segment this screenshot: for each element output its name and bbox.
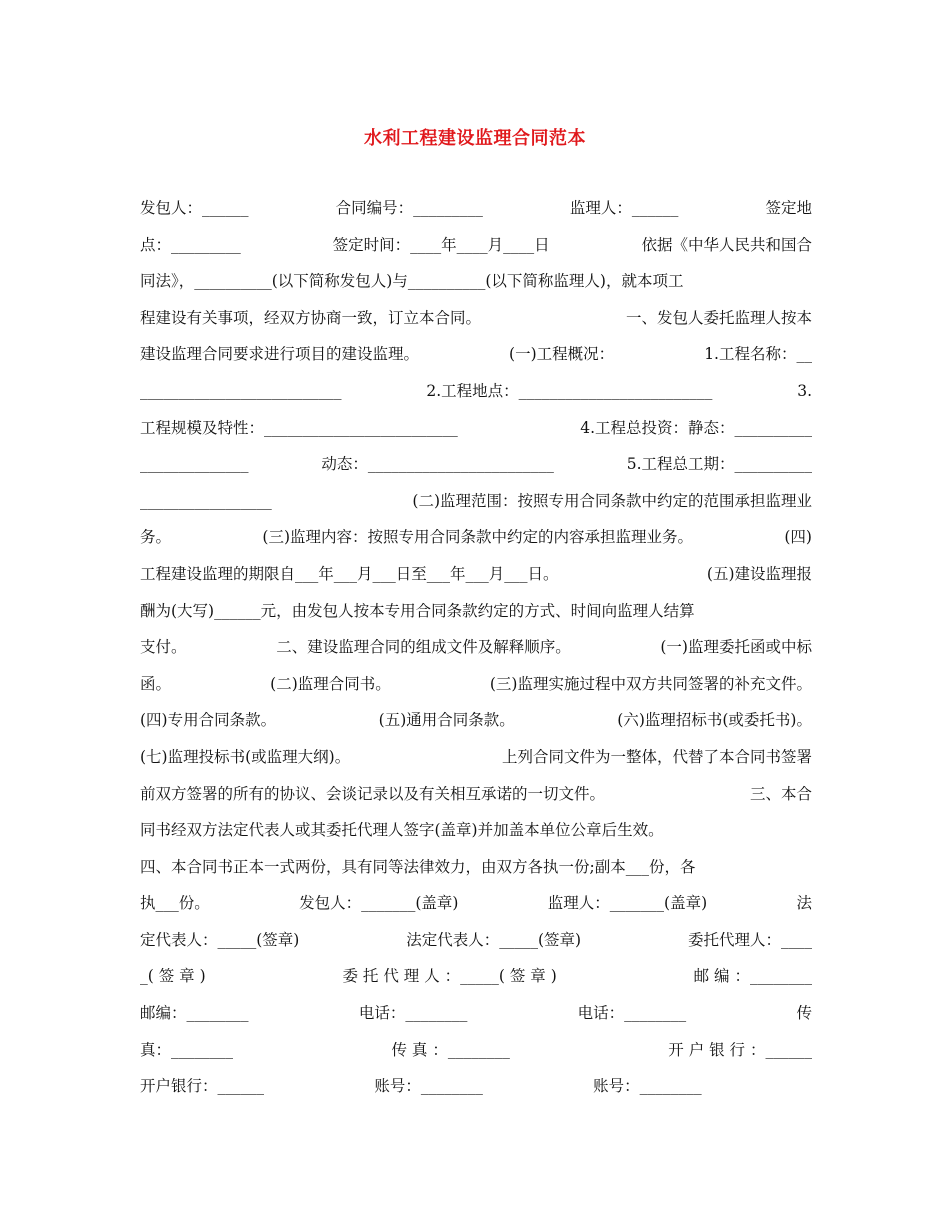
- text-segment: (五)建设监理报: [706, 564, 812, 583]
- text-line: [140, 922, 812, 959]
- text-segment: 签定时间：____年____月____日: [332, 235, 550, 254]
- text-segment: (三)监理内容：按照专用合同条款中约定的内容承担监理业务。: [262, 528, 693, 547]
- text-line: [140, 666, 812, 703]
- text-segment: 委 托 代 理 人 ：_____( 签 章 ): [342, 967, 557, 986]
- text-segment: 3.: [797, 381, 812, 400]
- text-segment: 5.工程总工期：__________: [626, 455, 812, 474]
- text-segment: (二)监理范围：按照专用合同条款中约定的范围承担监理业: [412, 491, 812, 510]
- text-segment: 前双方签署的所有的协议、会谈记录以及有关相互承诺的一切文件。: [140, 784, 606, 803]
- text-line: [140, 776, 812, 813]
- text-segment: 工程建设监理的期限自___年___月___日至___年___月___日。: [140, 564, 559, 583]
- text-segment: 监理人：_______(盖章): [547, 894, 708, 913]
- text-segment: (七)监理投标书(或监理大纲)。: [140, 747, 351, 766]
- text-segment: (一)工程概况：: [509, 345, 615, 364]
- text-segment: 法: [796, 894, 812, 913]
- text-segment: (四)专用合同条款。: [140, 711, 277, 730]
- text-line: [140, 593, 812, 630]
- text-segment: (六)监理招标书(或委托书)。: [617, 711, 812, 730]
- text-segment: 电话：________: [358, 1004, 468, 1023]
- text-segment: 函。: [140, 674, 172, 693]
- text-line: [140, 629, 812, 666]
- text-line: [140, 227, 812, 264]
- text-line: [140, 1068, 812, 1105]
- text-segment: 程建设有关事项，经双方协商一致，订立本合同。: [140, 308, 482, 327]
- text-segment: 酬为(大写)______元，由发包人按本专用合同条款约定的方式、时间向监理人结算: [140, 601, 695, 620]
- text-line: [140, 483, 812, 520]
- text-segment: (四): [784, 528, 812, 547]
- text-line: [140, 190, 812, 227]
- text-segment: 合同编号：_________: [335, 199, 483, 217]
- text-segment: __________________________: [140, 381, 342, 400]
- text-segment: 传: [796, 1004, 812, 1023]
- text-segment: 开 户 银 行 ：______: [668, 1040, 812, 1059]
- text-segment: 监理人：______: [569, 199, 679, 217]
- text-segment: 1.工程名称：__: [704, 345, 812, 364]
- text-segment: 2.工程地点：_________________________: [426, 381, 713, 400]
- text-line: [140, 410, 812, 447]
- text-segment: 一、发包人委托监理人按本: [625, 308, 812, 327]
- text-segment: 同书经双方法定代表人或其委托代理人签字(盖章)并加盖本单位公章后生效。: [140, 821, 664, 840]
- text-segment: ______________: [140, 455, 249, 474]
- text-segment: 邮编：________: [140, 1004, 249, 1023]
- text-segment: 动态：________________________: [321, 455, 554, 474]
- text-line: [140, 812, 812, 849]
- text-line: [140, 739, 812, 776]
- text-line: [140, 556, 812, 593]
- text-segment: _( 签 章 ): [140, 967, 206, 986]
- text-line: [140, 336, 812, 373]
- text-line: [140, 263, 812, 300]
- text-segment: 签定地: [765, 199, 812, 217]
- text-segment: 4.工程总投资：静态：__________: [580, 418, 812, 437]
- text-segment: 上列合同文件为一整体，代替了本合同书签署: [501, 747, 812, 766]
- text-segment: 电话：________: [577, 1004, 687, 1023]
- text-line: [140, 373, 812, 410]
- text-segment: 执___份。: [140, 894, 210, 913]
- text-line: [140, 885, 812, 922]
- text-line: [140, 958, 812, 995]
- text-segment: 邮 编 ：________: [693, 967, 812, 986]
- document-title: 水利工程建设监理合同范本: [364, 128, 586, 149]
- text-segment: 定代表人：_____(签章): [140, 930, 300, 949]
- text-segment: (一)监理委托函或中标: [660, 638, 812, 657]
- text-line: [140, 995, 812, 1032]
- text-segment: 账号：________: [593, 1077, 702, 1096]
- text-segment: (三)监理实施过程中双方共同签署的补充文件。: [489, 674, 812, 693]
- text-line: [140, 849, 812, 886]
- text-segment: 发包人：_______(盖章): [299, 894, 459, 913]
- text-line: [140, 1032, 812, 1069]
- text-segment: 建设监理合同要求进行项目的建设监理。: [140, 345, 420, 364]
- text-segment: 委托代理人：____: [687, 930, 812, 949]
- text-segment: 点：_________: [140, 235, 241, 254]
- text-segment: 发包人：______: [140, 199, 249, 217]
- text-line: [140, 702, 812, 739]
- text-segment: _________________: [140, 491, 272, 510]
- text-segment: (二)监理合同书。: [270, 674, 391, 693]
- text-line: [140, 446, 812, 483]
- text-segment: 支付。: [140, 638, 187, 657]
- text-segment: 账号：________: [374, 1077, 483, 1096]
- text-segment: 三、本合: [749, 784, 812, 803]
- text-segment: 传 真 ：________: [391, 1040, 510, 1059]
- text-segment: 二、建设监理合同的组成文件及解释顺序。: [276, 638, 571, 657]
- text-segment: 同法》，__________(以下简称发包人)与__________(以下简称监理人)，就本项工: [140, 272, 684, 291]
- text-segment: 真：________: [140, 1040, 234, 1059]
- text-segment: 工程规模及特性：_________________________: [140, 418, 458, 437]
- text-segment: 开户银行：______: [140, 1077, 265, 1096]
- text-segment: 四、本合同书正本一式两份，具有同等法律效力，由双方各执一份;副本___份，各: [140, 857, 696, 876]
- text-segment: 务。: [140, 528, 172, 547]
- text-line: [140, 519, 812, 556]
- contract-body: [140, 190, 812, 1105]
- text-segment: 依据《中华人民共和国合: [641, 235, 812, 254]
- text-line: [140, 300, 812, 337]
- text-segment: (五)通用合同条款。: [378, 711, 515, 730]
- text-segment: 法定代表人：_____(签章): [406, 930, 582, 949]
